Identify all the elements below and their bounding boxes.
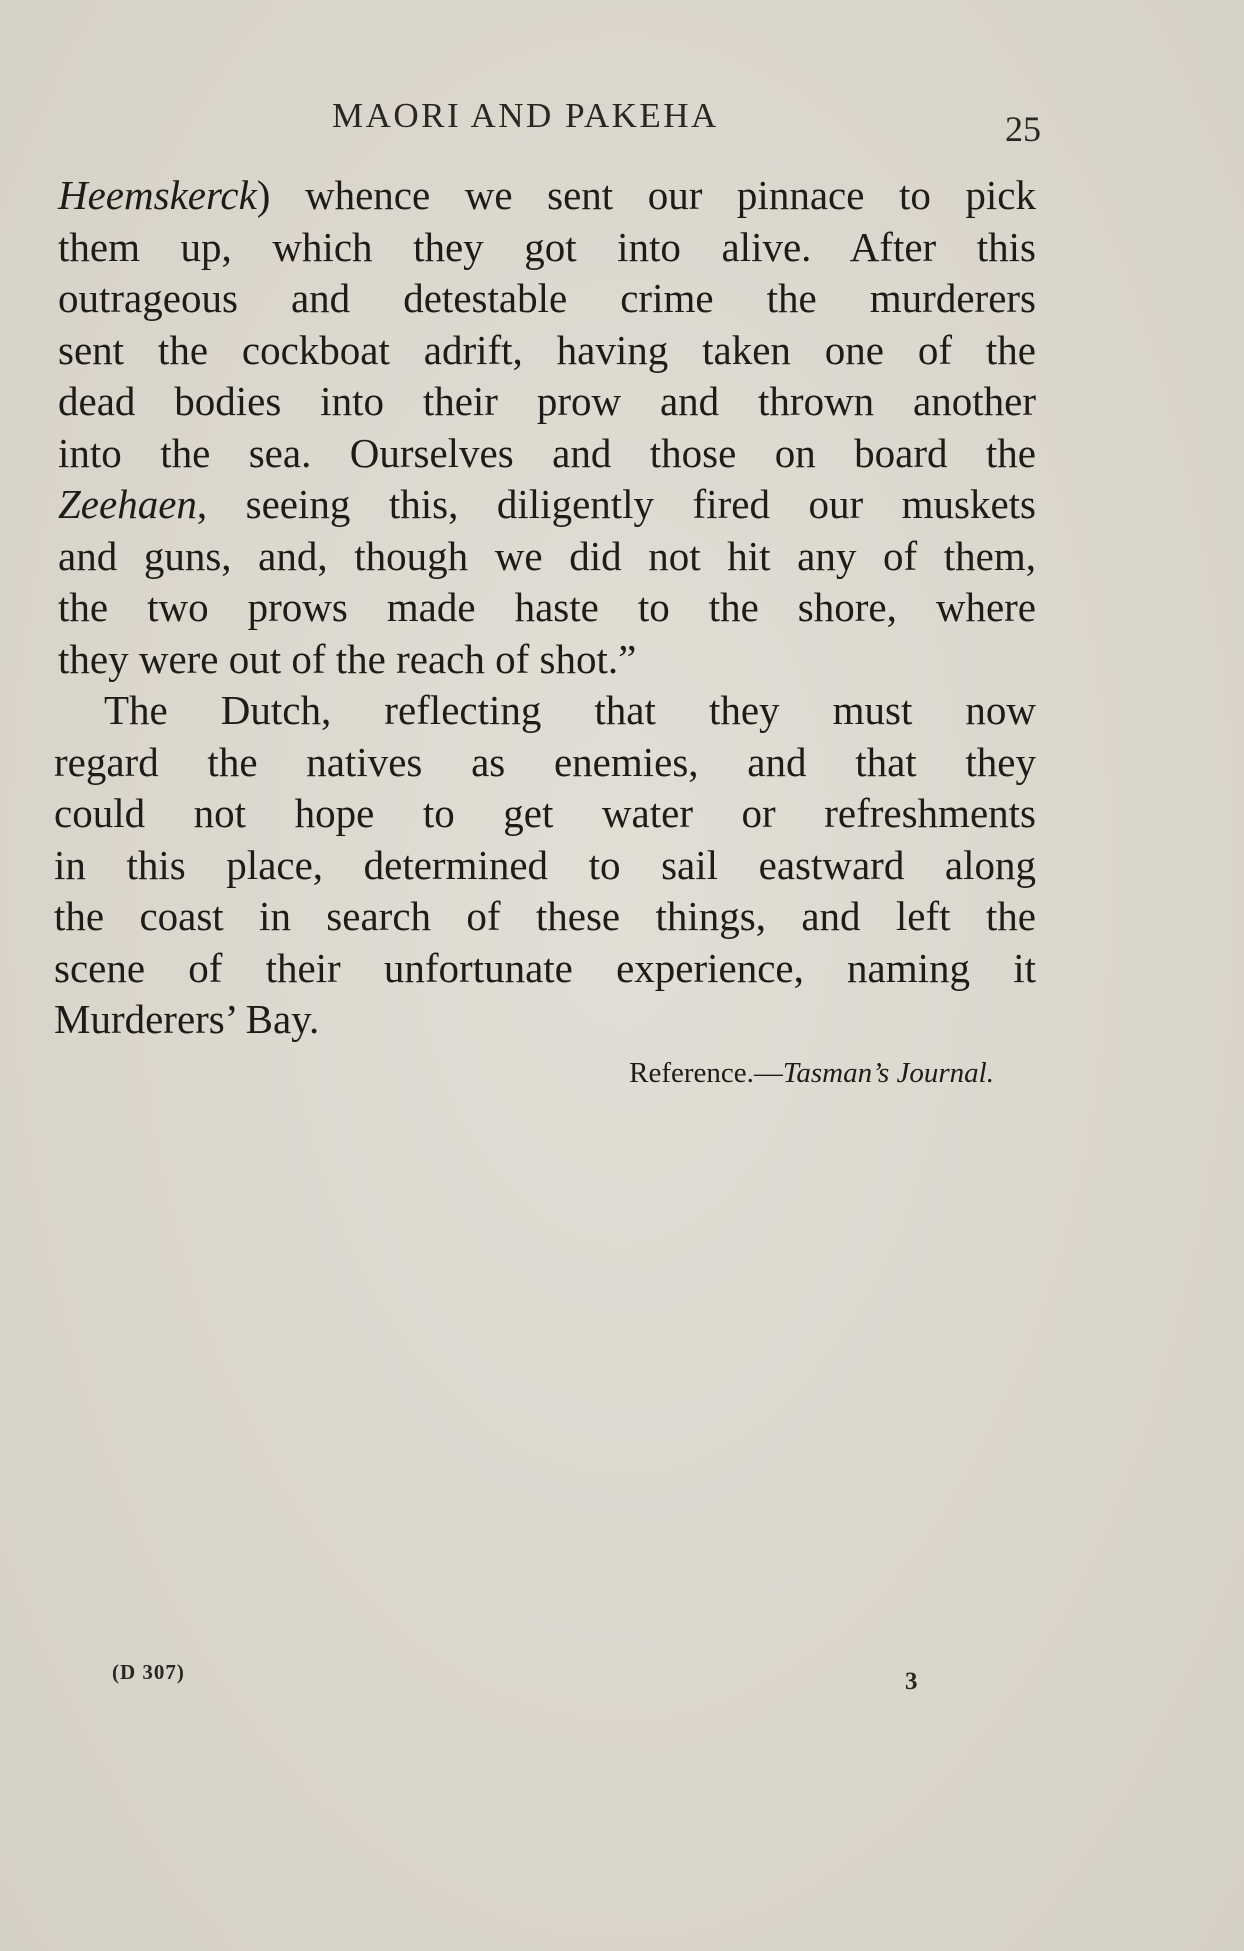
ship-name-zeehaen: Zeehaen xyxy=(58,481,197,527)
text-line: outrageous and detestable crime the murderers xyxy=(58,275,1036,321)
text-line: into the sea. Ourselves and those on board the xyxy=(58,429,1036,476)
reference-note xyxy=(629,1057,994,1090)
text-line: sent the cockboat adrift, having taken one of the xyxy=(58,326,1036,373)
text-line: scene of their unfortunate experience, naming it xyxy=(54,944,1036,991)
paragraph-2 xyxy=(54,685,1036,1046)
text-line: Murderers’ Bay. xyxy=(54,996,320,1042)
reference-source: Tasman’s Journal. xyxy=(782,1057,994,1089)
text-line: Zeehaen, seeing this, diligently fired our muskets xyxy=(58,481,1036,527)
text-line: them up, which they got into alive. After this xyxy=(58,223,1036,270)
ship-name-heemskerck: Heemskerck xyxy=(58,172,257,218)
text-line: could not hope to get water or refreshments xyxy=(54,790,1036,836)
text-line: the coast in search of these things, and left the xyxy=(54,893,1036,939)
signature-number: 3 xyxy=(905,1668,918,1695)
text-line: the two prows made haste to the shore, where xyxy=(58,584,1036,630)
text-line: dead bodies into their prow and thrown another xyxy=(58,378,1036,424)
text-line: Heemskerck) whence we sent our pinnace to pick xyxy=(58,172,1036,218)
text-line: and guns, and, though we did not hit any of them, xyxy=(58,532,1036,579)
text-line: The Dutch, reflecting that they must now xyxy=(104,687,1036,733)
body-text xyxy=(54,170,1036,1046)
reference-label: Reference.— xyxy=(629,1057,783,1089)
running-title: MAORI AND PAKEHA xyxy=(332,96,719,135)
page-number: 25 xyxy=(1005,109,1041,149)
signature-code: (D 307) xyxy=(112,1660,185,1684)
text-line: they were out of the reach of shot.” xyxy=(58,635,637,682)
paragraph-1 xyxy=(58,170,1036,685)
text-line: in this place, determined to sail eastward along xyxy=(54,841,1036,888)
text-line: regard the natives as enemies, and that they xyxy=(54,738,1036,785)
